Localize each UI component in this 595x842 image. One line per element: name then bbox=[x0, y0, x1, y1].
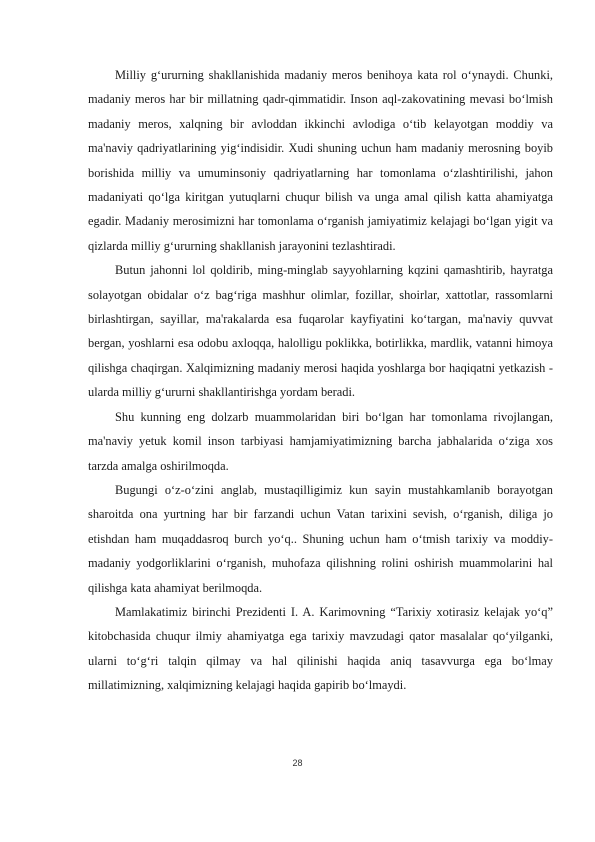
paragraph-4: Bugungi o‘z-o‘zini anglab, mustaqilligimiz kun sayin mustahkamlanib borayotgan sharoitda ona yurtning har bir farzandi uchun Vatan tarixini sevish, o‘rganish, diliga jo etishdan ham muqaddasroq burch yo‘q.. Shuning uchun ham o‘tmish tarixiy va moddiy-madaniy yodgorliklarini o‘rganish, muhofaza qilishning rolini oshirish muammolarini hal qilishga kata ahamiyat berilmoqda. bbox=[88, 482, 553, 595]
paragraph-2: Butun jahonni lol qoldirib, ming-minglab sayyohlarning kqzini qamashtirib, hayratga solayotgan obidalar o‘z bag‘riga mashhur olimlar, fozillar, shoirlar, xattotlar, rassomlarni birlashtirgan, sayillar, ma'rakalarda esa fuqarolar kayfiyatini ko‘targan, ma'naviy quvvat bergan, yoshlarni esa odobu axloqqa, halolligu poklikka, botirlikka, mardlik, vatanni himoya qilishga chaqirgan. Xalqimizning madaniy merosi haqida yoshlarga bor haqiqatni yetkazish - ularda milliy g‘ururni shakllantirishga yordam beradi. bbox=[88, 263, 553, 400]
document-page bbox=[88, 63, 553, 698]
paragraph-3: Shu kunning eng dolzarb muammolaridan biri bo‘lgan har tomonlama rivojlangan, ma'naviy yetuk komil inson tarbiyasi hamjamiyatimizning barcha jabhalarida o‘ziga xos tarzda amalga oshirilmoqda. bbox=[88, 409, 553, 473]
page-number: 28 bbox=[292, 758, 303, 768]
paragraph-1: Milliy g‘ururning shakllanishida madaniy meros benihoya kata rol o‘ynaydi. Chunki, madaniy meros har bir millatning qadr-qimmatidir. Inson aql-zakovatining mevasi bo‘lmish madaniy meros, xalqning bir avloddan ikkinchi avlodiga o‘tib kelayotgan moddiy va ma'naviy qadriyatlarining yig‘indisidir. Xudi shuning uchun ham madaniy merosning boyib borishida milliy va umuminsoniy qadriyatlarning har tomonlama o‘zlashtirilishi, jahon madaniyati qo‘lga kiritgan yutuqlarni chuqur bilish va unga amal qilish katta ahamiyatga egadir. Madaniy merosimizni har tomonlama o‘rganish jamiyatimiz kelajagi bo‘lgan yigit va qizlarda milliy g‘ururning shakllanish jarayonini tezlashtiradi. bbox=[88, 68, 553, 253]
paragraph-5: Mamlakatimiz birinchi Prezidenti I. A. Karimovning “Tarixiy xotirasiz kelajak yo‘q” kitobchasida chuqur ilmiy ahamiyatga ega tarixiy mavzudagi qator masalalar qo‘yilganki, ularni to‘g‘ri talqin qilmay va hal qilinishi haqida aniq tasavvurga ega bo‘lmay millatimizning, xalqimizning kelajagi haqida gapirib bo‘lmaydi. bbox=[88, 604, 553, 693]
